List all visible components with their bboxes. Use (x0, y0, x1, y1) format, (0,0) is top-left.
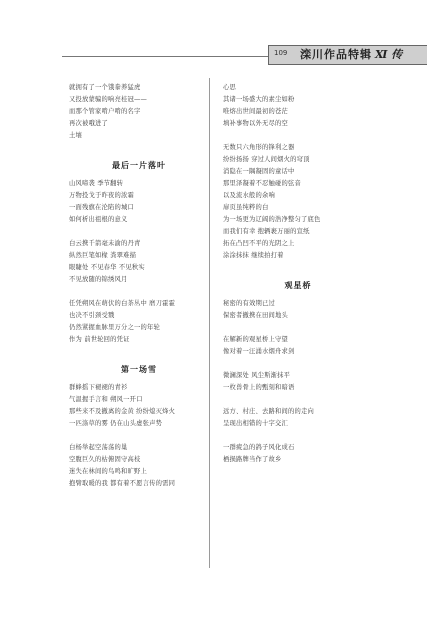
stanza-break (223, 358, 403, 370)
poem-line: 那些来不及撤离的金黄 纷纷熄灭烽火 (69, 408, 176, 415)
poem-line: 一面残旗在沦陷的城口 (69, 204, 134, 211)
stanza-break (223, 430, 403, 442)
poem-line: 仍然紧握血脉里万分之一的年轮 (69, 324, 160, 331)
stanza-break (223, 130, 403, 142)
poem-line: 纷纷扬扬 穿过人间烟火的穹顶 (223, 156, 310, 163)
poem-line: 作为 前世轮回的凭证 (69, 336, 130, 343)
stanza-break (223, 322, 403, 334)
poem-line: 秘密的有效期已过 (223, 300, 275, 307)
poem-line: 不见放随的锦绣风月 (69, 276, 128, 283)
stanza-break (69, 346, 249, 358)
poem-line: 白云携千箭毫未渝的丹青 (69, 240, 141, 247)
poem-line: 远方、村庄、去路和间的的走向 (223, 408, 314, 415)
poem-line: 白杨举起空荡荡的巢 (69, 444, 128, 451)
poem-line: 又投放蒙骗的响亮桂冠—— (69, 96, 147, 103)
poem-line: 山风啼袭 季节翻转 (69, 180, 124, 187)
running-header (0, 42, 427, 64)
poem-line: 任凭朔风在萌伏的白茶丛中 磨刀霍霍 (69, 300, 176, 307)
poem-line: 心思 (223, 84, 236, 91)
poem-line: 以及流水般的余响 (223, 192, 275, 199)
poem-line: 再次被哦进了 (69, 120, 108, 127)
poem-line: 在解新的观星桥上守望 (223, 336, 288, 343)
stanza-break (69, 430, 249, 442)
stanza-break (223, 394, 403, 406)
poem-line: 群蜂摇下褪褪的青衫 (69, 384, 128, 391)
poem-line: 一群疲急的鸽子风化成石 (223, 444, 295, 451)
poem-title: 观星桥 (284, 281, 312, 290)
poem-line: 其诸一场盛大的素尘如粉 (223, 96, 295, 103)
poem-line: 而我们有幸 抱辆裹万丽的宣纸 (223, 228, 310, 235)
poem-line: 一匹涤草的雾 仍在山头虚张声势 (69, 420, 163, 427)
stanza-break (69, 286, 249, 298)
poem-line: 无数只六角形的锋利之器 (223, 144, 295, 151)
poem-line: 唯熔出世间最初的苍茫 (223, 108, 288, 115)
right-column (223, 82, 403, 466)
poem-line: 也决不引颈受戮 (69, 312, 115, 319)
stanza-break (69, 142, 249, 154)
poem-title: 最后一片落叶 (112, 161, 166, 170)
poem-line: 一枚兽骨上的甄刻和暗语 (223, 384, 295, 391)
poem-line: 迷失在林间的鸟鸣和旷野上 (69, 468, 147, 475)
poem-line: 而那个管家啃户啃的名字 (69, 108, 141, 115)
poem-line: 保密者撤携在田间地头 (223, 312, 288, 319)
poem-line: 如何析出祖根的意义 (69, 216, 128, 223)
poem-line: 万物投戈于昨夜的浓霜 (69, 192, 134, 199)
poem-line: 拓在凸凹不平的光阴之上 (223, 240, 295, 247)
column-title: Ⅺ 传 (375, 48, 403, 61)
stanza-break (69, 226, 249, 238)
poem-line: 扉页虽纯粹的白 (223, 204, 269, 211)
poem-line: 空腹巨久的枯俯固守高枝 (69, 456, 141, 463)
poem-line: 那里泽凝着不忍触碰的弦音 (223, 180, 301, 187)
poem-line: 眼睫处 不见春华 不见秋实 (69, 264, 145, 271)
poem-line: 为一场更为辽阔的浩净整匀了底色 (223, 216, 321, 223)
poem-line: 气温握手言和 朔风一开口 (69, 396, 143, 403)
left-column (69, 82, 249, 490)
poem-line: 微澜深处 风尘斯渐抹平 (223, 372, 291, 379)
page-number: 109 (274, 49, 288, 57)
poem-title: 第一场雪 (121, 365, 157, 374)
stanza-break (223, 262, 403, 274)
poem-line: 纵然巨笔如椽 粪翠难描 (69, 252, 137, 259)
poem-line: 土壤 (69, 132, 82, 139)
poem-line: 栖损路牌当作了故乡 (223, 456, 282, 463)
poem-line: 抱臂取暖的我 都有着不愿言传的需同 (69, 480, 176, 487)
poem-line: 消隐在一隅凝固的童话中 (223, 168, 295, 175)
poem-line: 像对着一汪涌水烟舟求剑 (223, 348, 295, 355)
poem-line: 涂涂抹抹 继续拍打着 (223, 252, 284, 259)
poem-line: 填补事物以外无尽的空 (223, 120, 288, 127)
poem-line: 呈现出相错的十字交汇 (223, 420, 288, 427)
section-title: 滦川作品特辑 (300, 48, 372, 61)
poem-line: 就拥有了一个饿豢养猛虎 (69, 84, 141, 91)
